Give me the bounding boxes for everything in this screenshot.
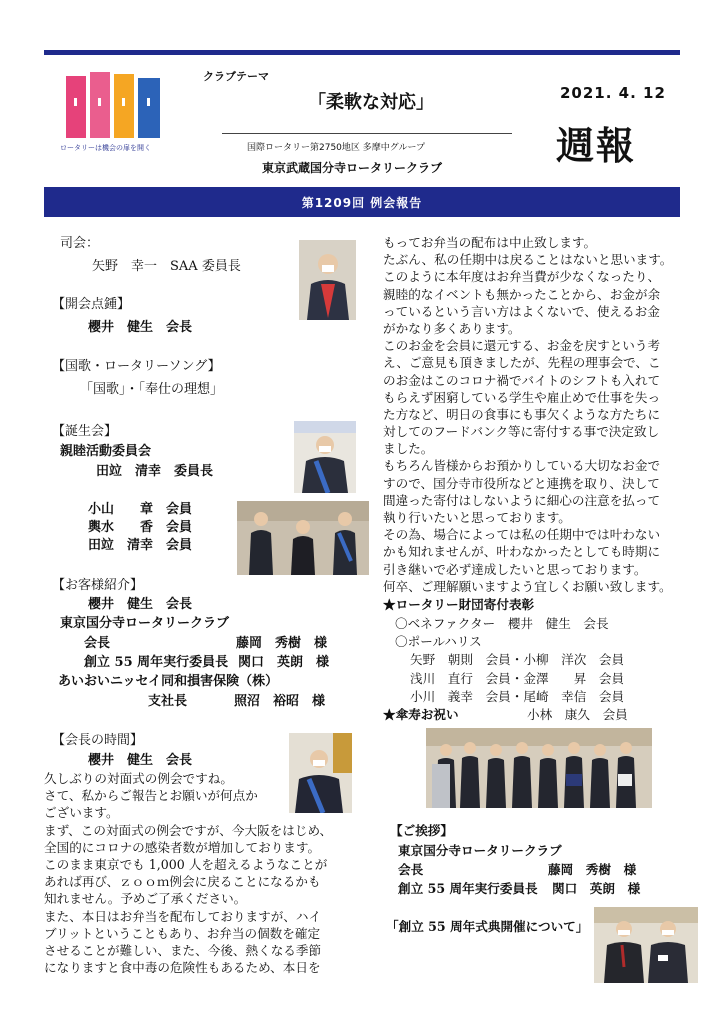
- photo-birthday-members: [237, 501, 369, 575]
- speech-line: あれば再び、ｚｏｏｍ例会に戻ることになるかも: [44, 874, 321, 890]
- speech-line: もちろん皆様からお預かりしている大切なお金で: [383, 458, 661, 474]
- guest-name: 関口 英朗 様: [238, 655, 330, 670]
- top-rule: [44, 50, 680, 55]
- meeting-banner: [44, 187, 680, 217]
- header-divider: [222, 133, 512, 134]
- speech-line: っているという言い方はよくないで、使えるお金: [383, 303, 660, 319]
- guest-label: 【お客様紹介】: [52, 578, 144, 593]
- speech-line: 知れません。予めご了承ください。: [44, 891, 247, 907]
- speech-line: 何卒、ご理解願いますよう宜しくお願い致します。: [383, 578, 672, 594]
- speech-continued: [383, 234, 672, 595]
- sanju-name: 小林 康久 会員: [527, 707, 628, 722]
- foundation-heading: ★ロータリー財団寄付表彰: [383, 597, 535, 612]
- sanju-label: ★傘寿お祝い: [383, 707, 459, 722]
- president-time-label: 【会長の時間】: [52, 733, 144, 748]
- speech-line: もらえず困窮している学生や雇止めで仕事を失っ: [383, 389, 661, 405]
- speech-line: さて、私からご報告とお願いが何点か: [44, 788, 258, 804]
- speech-line: すので、国分寺市役所などと連携を取り、決して: [383, 475, 660, 491]
- speech-line: このお金を会員に還元する、お金を戻すという考: [383, 338, 661, 354]
- guest-role: 支社長: [148, 694, 188, 709]
- speech-line: がかなり多くあります。: [383, 320, 521, 336]
- photo-mc: [299, 240, 356, 320]
- speech-line: 間違った寄付はしないように細心の注意を払って: [383, 492, 661, 508]
- guest-name: 照沼 裕昭 様: [234, 694, 326, 709]
- anthem-songs: 「国歌」・「奉仕の理想」: [80, 382, 224, 397]
- rotary-doors-logo: [64, 70, 164, 142]
- birthday-committee: 親睦活動委員会: [60, 444, 152, 459]
- district-line: 国際ロータリー第2750地区 多摩中グループ: [247, 143, 426, 153]
- benefactor-line: 〇ベネファクター 櫻井 健生 会長: [395, 616, 609, 631]
- speech-line: まず、この対面式の例会ですが、今大阪をはじめ、: [44, 822, 333, 838]
- speech-line: ブリットということもあり、お弁当の個数を確定: [44, 925, 321, 941]
- birthday-chair: 田竝 清幸 委員長: [96, 464, 214, 479]
- photo-president: [289, 733, 352, 813]
- paul-harris-row: 矢野 朝則 会員・小柳 洋次 会員: [410, 652, 625, 667]
- speech-line: このまま東京でも 1,000 人を超えるようなことが: [44, 856, 328, 872]
- guest-presenter: 櫻井 健生 会長: [88, 597, 193, 612]
- paul-harris-label: 〇ポールハリス: [395, 634, 482, 649]
- speech-line: 対してのフードバンク等に寄付する事で決定致し: [383, 424, 660, 440]
- greeting-role: 創立 55 周年実行委員長: [398, 881, 538, 896]
- issue-date: 2021. 4. 12: [560, 84, 666, 102]
- speech-line: たぶん、私の任期中は戻ることはないと思います。: [383, 252, 673, 268]
- speech-line: 親睦的なイベントも無かったことから、お金が余: [383, 286, 661, 302]
- speech-line: 全国的にコロナの感染者数が増加しております。: [44, 839, 321, 855]
- greeting-name: 関口 英朗 様: [552, 881, 641, 896]
- speech-line: もってお弁当の配布は中止致します。: [383, 235, 597, 250]
- photo-greeting: [594, 907, 698, 983]
- speech-line: このように本年度はお弁当費が少なくなったり、: [383, 269, 661, 285]
- guest-role: 創立 55 周年実行委員長: [84, 655, 229, 670]
- greeting-role: 会長: [398, 862, 424, 877]
- club-theme-label: クラブテーマ: [203, 70, 269, 83]
- speech-line: また、本日はお弁当を配布しておりますが、ハイ: [44, 908, 322, 924]
- logo-caption: ロータリーは機会の扉を開く: [60, 144, 151, 152]
- speech-line: ました。: [383, 441, 434, 457]
- opening-bell-name: 櫻井 健生 会長: [88, 320, 193, 335]
- greeting-label: 【ご挨拶】: [390, 823, 453, 838]
- birthday-label: 【誕生会】: [52, 424, 118, 439]
- birthday-member: 田竝 清幸 会員: [88, 538, 193, 553]
- anniversary-title: 「創立 55 周年式典開催について」: [386, 919, 589, 934]
- guest-club: 東京国分寺ロータリークラブ: [60, 616, 230, 631]
- speech-line: させることが難しい、また、今後、熱くなる季節: [44, 942, 322, 958]
- speech-line: のお金はこのコロナ禍でバイトのシフトも入れて: [383, 372, 661, 388]
- speech-line: え、ご意見も頂きましたが、先程の理事会で、こ: [383, 355, 661, 371]
- weekly-title: 週報: [556, 124, 637, 168]
- meeting-banner-text: 第1209回 例会報告: [301, 195, 423, 210]
- greeting-name: 藤岡 秀樹 様: [548, 862, 637, 877]
- speech-line: 引き継いで必ず達成したいと思っております。: [383, 561, 647, 577]
- speech-line: ございます。: [44, 805, 119, 821]
- photo-birthday-chair: [294, 421, 356, 493]
- guest-company: あいおいニッセイ同和損害保険（株）: [58, 674, 279, 689]
- anthem-label: 【国歌・ロータリーソング】: [52, 359, 221, 374]
- opening-bell-label: 【開会点鍾】: [52, 297, 131, 312]
- speech-line: その為、場合によっては私の任期中では叶わない: [383, 527, 661, 543]
- mc-name: 矢野 幸一 SAA 委員長: [92, 259, 241, 274]
- speech-line: 久しぶりの対面式の例会ですね。: [44, 771, 233, 786]
- speech-line: になりますと食中毒の危険性もあるため、本日を: [44, 960, 321, 976]
- greeting-club: 東京国分寺ロータリークラブ: [398, 843, 562, 858]
- mc-label: 司会：: [60, 236, 100, 251]
- guest-name: 藤岡 秀樹 様: [236, 636, 328, 651]
- speech-line: 執り行いたいと思っております。: [383, 510, 571, 525]
- paul-harris-row: 小川 義幸 会員・尾崎 幸信 会員: [410, 689, 625, 704]
- club-name: 東京武蔵国分寺ロータリークラブ: [262, 161, 443, 175]
- president-name: 櫻井 健生 会長: [88, 753, 193, 768]
- speech-line: た方など、明日の食事にも事欠くような方たちに: [383, 406, 661, 422]
- birthday-member: 小山 章 会員: [88, 502, 193, 517]
- birthday-member: 輿水 香 会員: [88, 520, 193, 535]
- photo-foundation-award: [426, 728, 652, 808]
- paul-harris-row: 浅川 直行 会員・金澤 昇 会員: [410, 671, 625, 686]
- club-theme: 「柔軟な対応」: [308, 92, 434, 113]
- speech-line: かも知れませんが、叶わなかったとしても時期に: [383, 544, 661, 560]
- guest-role: 会長: [84, 636, 111, 651]
